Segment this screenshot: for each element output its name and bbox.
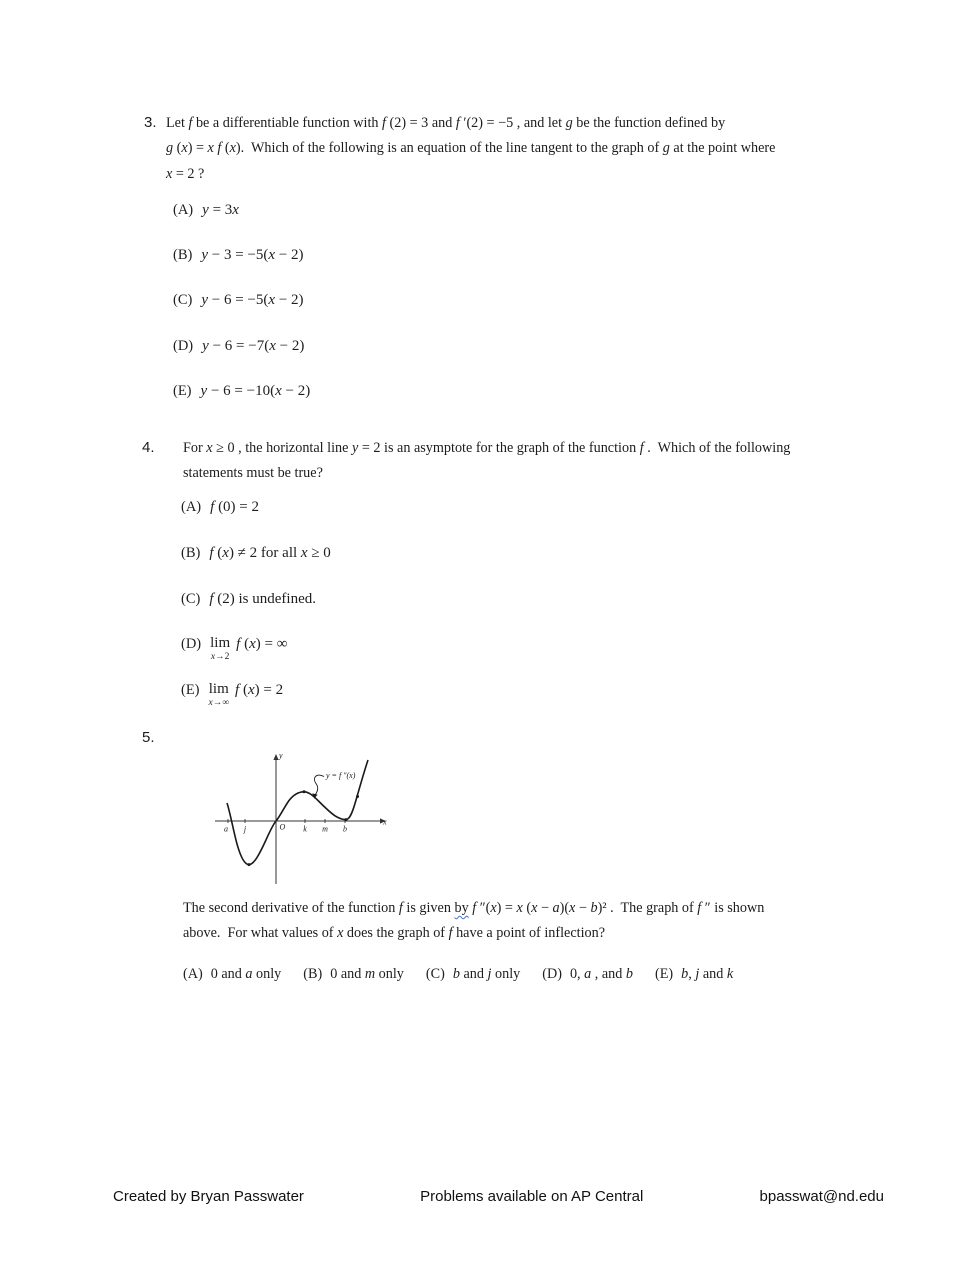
x-point-a: a: [224, 824, 228, 834]
choice-4D-label: (D): [181, 636, 202, 653]
choice-4C: [181, 589, 331, 635]
footer-source: Problems available on AP Central: [420, 1188, 644, 1205]
choice-5E: [655, 966, 733, 983]
choice-5A: [183, 966, 281, 983]
choice-3C-label: (C): [173, 292, 193, 309]
f-double-prime-graph: [213, 750, 393, 888]
choice-5E-text: b, j and k: [681, 966, 734, 982]
origin-label: O: [279, 822, 286, 832]
choice-4A-text: f (0) = 2: [210, 499, 260, 515]
choice-5D: [542, 966, 633, 983]
page-footer: [113, 1188, 884, 1205]
choice-3E: [173, 381, 310, 426]
question-3-choices: [173, 200, 310, 426]
question-3-line-1: Let f be a differentiable function with f (2) = 3 and f ′(2) = −5 , and let g be the function defined by: [166, 115, 726, 131]
choice-5E-label: (E): [655, 966, 674, 982]
footer-email: bpasswat@nd.edu: [759, 1188, 884, 1205]
x-point-k: k: [303, 824, 307, 834]
choice-4E: [181, 680, 331, 726]
question-3-text: [166, 111, 775, 187]
x-point-m: m: [322, 824, 328, 834]
choice-3C: [173, 290, 310, 335]
choice-3D: [173, 336, 310, 381]
choice-5D-text: 0, a , and b: [569, 966, 634, 982]
choice-5C: [426, 966, 520, 983]
curve-label-leader: [314, 775, 324, 795]
choice-5C-label: (C): [425, 966, 445, 982]
choice-5A-label: (A): [183, 966, 203, 982]
choice-4C-text: f (2) is undefined.: [209, 590, 316, 607]
choice-4A-label: (A): [181, 499, 202, 515]
lim-subscript: x→2: [210, 651, 230, 662]
question-5-text: [183, 896, 764, 946]
choice-3A: [173, 200, 310, 245]
question-4-text: [183, 436, 790, 485]
question-3-line-2: g (x) = x f (x). Which of the following is an equation of the line tangent to the graph of g at the point where: [166, 140, 776, 157]
choice-3E-label: (E): [173, 382, 192, 399]
choice-3E-text: y − 6 = −10(x − 2): [200, 382, 311, 399]
lim-word: lim: [208, 681, 229, 698]
curve-label: y = f ″(x): [326, 771, 356, 780]
choice-4C-label: (C): [181, 590, 201, 607]
choice-3A-label: (A): [173, 202, 194, 218]
choice-4B-label: (B): [181, 544, 201, 561]
y-axis-arrow-icon: [273, 754, 278, 760]
choice-4E-label: (E): [181, 682, 200, 699]
question-5-number: 5.: [142, 729, 155, 746]
question-3-number: 3.: [144, 114, 157, 131]
question-4-number: 4.: [142, 439, 155, 456]
question-3-line-3: x = 2 ?: [166, 165, 205, 182]
choice-4A: [181, 497, 331, 543]
limit-notation: [209, 682, 230, 708]
choice-4B: [181, 543, 331, 589]
choice-4D-text: f (x) = ∞: [236, 636, 288, 653]
choice-3B-text: y − 3 = −5(x − 2): [201, 247, 304, 264]
x-point-j: j: [243, 824, 247, 834]
x-axis-label: x: [383, 817, 387, 827]
choice-3D-label: (D): [173, 337, 194, 354]
choice-5B-text: 0 and m only: [330, 966, 404, 982]
x-point-b: b: [343, 824, 347, 834]
y-axis-label: y: [279, 751, 283, 760]
choice-3A-text: y = 3x: [202, 202, 239, 218]
lim-word: lim: [210, 635, 231, 652]
choice-5C-text: b and j only: [452, 966, 521, 982]
choice-3D-text: y − 6 = −7(x − 2): [202, 337, 305, 354]
choice-5A-text: 0 and a only: [210, 966, 282, 982]
choice-3B-label: (B): [173, 247, 193, 264]
choice-5B: [303, 966, 404, 983]
question-4-line-2: statements must be true?: [183, 464, 323, 481]
limit-notation: [210, 636, 230, 662]
choice-5B-label: (B): [303, 966, 323, 982]
question-5-choices: [183, 966, 733, 983]
lim-subscript: x→∞: [208, 697, 230, 708]
choice-4B-text: f (x) ≠ 2 for all x ≥ 0: [209, 544, 331, 561]
footer-author: Created by Bryan Passwater: [113, 1188, 304, 1205]
choice-4D: [181, 634, 331, 680]
choice-5D-label: (D): [542, 966, 562, 982]
question-5-line-2: above. For what values of x does the graph of f have a point of inflection?: [183, 925, 605, 942]
choice-3B: [173, 245, 310, 290]
question-4-line-1: For x ≥ 0 , the horizontal line y = 2 is an asymptote for the graph of the function f . Which of the following: [183, 440, 791, 456]
question-4-choices: [181, 497, 331, 726]
choice-3C-text: y − 6 = −5(x − 2): [201, 292, 304, 309]
question-5-line-1: The second derivative of the function f is given by f ″(x) = x (x − a)(x − b)² . The graph of f ″ is shown: [183, 900, 765, 916]
choice-4E-text: f (x) = 2: [235, 682, 284, 699]
